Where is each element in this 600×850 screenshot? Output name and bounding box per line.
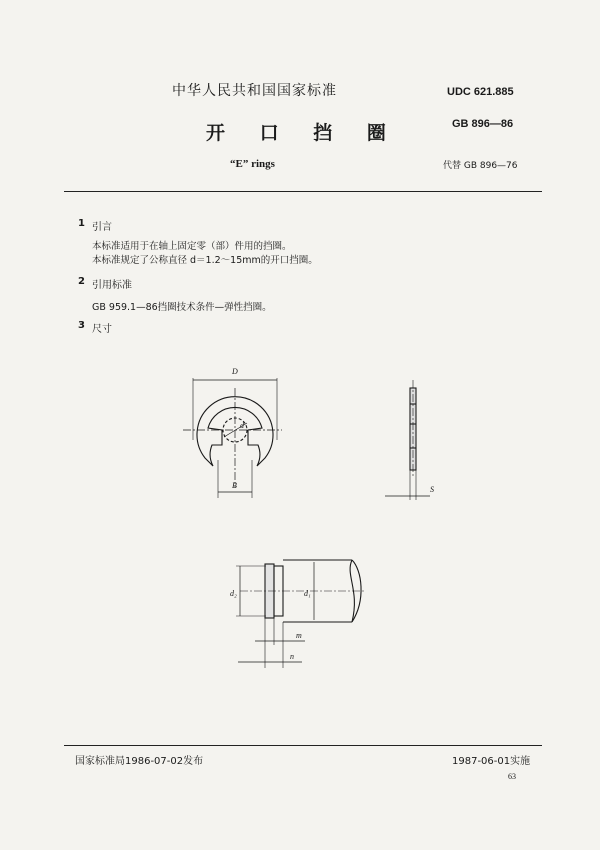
section-2-number: 2 xyxy=(78,276,85,287)
label-B: B xyxy=(232,481,237,490)
page-number: 63 xyxy=(508,772,516,781)
issue-date: 国家标准局1986-07-02发布 xyxy=(75,756,204,767)
section-3-number: 3 xyxy=(78,320,85,331)
gb-number: GB 896—86 xyxy=(452,118,514,130)
english-subtitle: “E” rings xyxy=(230,158,275,170)
label-m: m xyxy=(296,631,302,640)
standard-label: 中华人民共和国国家标准 xyxy=(172,83,337,99)
section-3-title: 尺寸 xyxy=(92,324,112,335)
section-1-number: 1 xyxy=(78,218,85,229)
page-title: 开 口 挡 圈 xyxy=(206,122,400,144)
section-1-title: 引言 xyxy=(92,222,112,233)
label-d2: d₂ xyxy=(230,589,237,598)
section-1-paragraph-1: 本标准适用于在轴上固定零（部）件用的挡圈。 xyxy=(92,241,292,252)
footer-divider xyxy=(64,745,542,746)
label-d1: d₁ xyxy=(304,589,311,598)
label-D: D xyxy=(232,367,238,376)
section-2-paragraph-1: GB 959.1—86挡圈技术条件—弹性挡圈。 xyxy=(92,302,272,313)
udc-number: UDC 621.885 xyxy=(447,86,514,98)
label-d: d xyxy=(240,421,244,430)
section-1-paragraph-2: 本标准规定了公称直径 d＝1.2～15mm的开口挡圈。 xyxy=(92,255,318,266)
label-n: n xyxy=(290,652,294,661)
section-2-title: 引用标准 xyxy=(92,280,132,291)
effective-date: 1987-06-01实施 xyxy=(452,756,531,767)
replaces-note: 代替 GB 896—76 xyxy=(443,161,518,171)
label-S: S xyxy=(430,485,434,494)
